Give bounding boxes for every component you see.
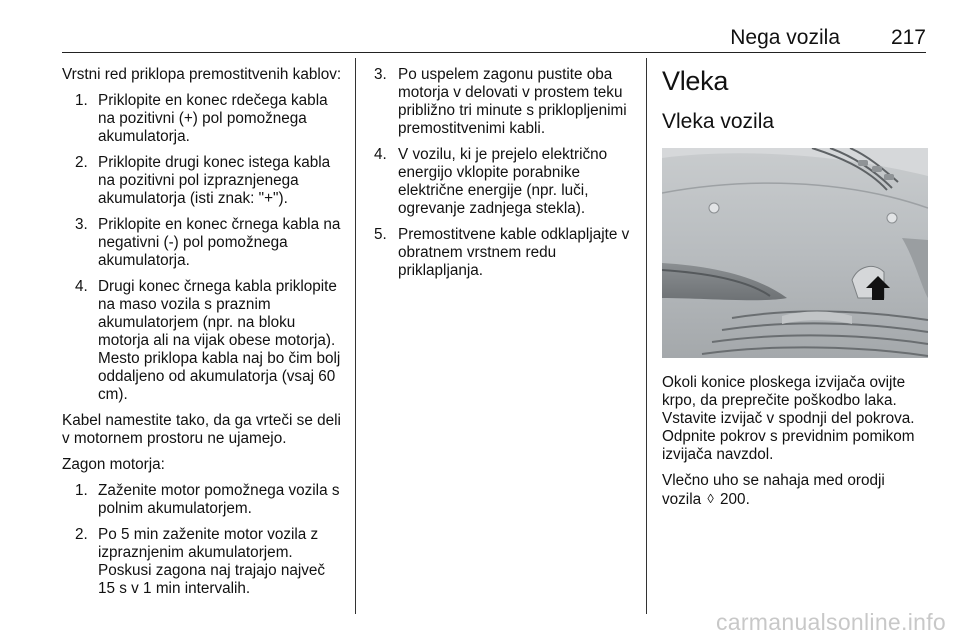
column-right — [662, 66, 928, 517]
page-reference[interactable]: 200. — [720, 491, 750, 508]
list-item — [374, 66, 636, 138]
list-item — [62, 154, 346, 208]
step-number: 4. — [75, 278, 88, 295]
connection-steps — [62, 92, 346, 404]
step-text: Drugi konec črnega kabla priklopite na maso vozila s praznim akumulatorjem (npr. na bloku motorja ali na vijak obese motorja). Mesto priklopa kabla naj bo čim bolj oddaljeno od akumulatorja (vsaj 60 cm). — [98, 278, 341, 403]
subsection-heading: Vleka vozila — [662, 110, 775, 133]
step-text: Priklopite drugi konec istega kabla na pozitivni pol izpraznjenega akumulatorja (isti znak: "+"). — [98, 154, 331, 207]
header-rule — [62, 52, 926, 53]
step-number: 1. — [75, 92, 88, 109]
step-text: Priklopite en konec črnega kabla na negativni (-) pol pomožnega akumulatorja. — [98, 216, 341, 269]
step-text: Premostitvene kable odklapljajte v obratnem vrstnem redu priklapljanja. — [398, 226, 630, 279]
list-item — [62, 92, 346, 146]
step-text: Priklopite en konec rdečega kabla na pozitivni (+) pol pomožnega akumulatorja. — [98, 92, 328, 145]
step-text: Zaženite motor pomožnega vozila s polnim akumulatorjem. — [98, 482, 340, 517]
list-item — [62, 482, 346, 518]
start-steps-continued — [374, 66, 636, 280]
list-item — [62, 278, 346, 404]
step-text: V vozilu, ki je prejelo električno energijo vklopite porabnike električne energije (npr. luči, ogrevanje zadnjega stekla). — [398, 146, 608, 217]
start-intro: Zagon motorja: — [62, 456, 165, 473]
section-title: Nega vozila — [730, 26, 840, 49]
tow-eye-text: Vlečno uho se nahaja med orodji vozila — [662, 472, 885, 508]
instruction-paragraph: Okoli konice ploskega izvijača ovijte krpo, da preprečite poškodbo laka. Vstavite izvijač v spodnji del pokrova. Odpnite pokrov s previdnim pomikom izvijača navzdol. — [662, 374, 915, 463]
step-text: Po 5 min zaženite motor vozila z izpraznjenim akumulatorjem. Poskusi zagona naj trajajo največ 15 s v 1 min intervalih. — [98, 526, 326, 597]
step-number: 3. — [75, 216, 88, 233]
step-text: Po uspelem zagonu pustite oba motorja v delovati v prostem teku približno tri minute s priklopljenimi premostitvenimi kabli. — [398, 66, 627, 137]
page-number: 217 — [890, 26, 926, 49]
bumper-cover-photo — [662, 148, 928, 358]
column-divider — [646, 58, 647, 614]
step-number: 1. — [75, 482, 88, 499]
watermark: carmanualsonline.info — [715, 609, 946, 635]
page-header — [62, 22, 926, 52]
step-number: 2. — [75, 526, 88, 543]
column-divider — [355, 58, 356, 614]
step-number: 3. — [374, 66, 387, 83]
start-steps — [62, 482, 346, 598]
reference-arrow-icon: ◊ — [707, 491, 714, 506]
cable-paragraph: Kabel namestite tako, da ga vrteči se deli v motornem prostoru ne ujamejo. — [62, 412, 341, 447]
column-middle — [374, 66, 636, 288]
list-item — [62, 526, 346, 598]
step-number: 4. — [374, 146, 387, 163]
list-item — [62, 216, 346, 270]
tow-eye-paragraph — [662, 472, 928, 509]
section-heading: Vleka — [662, 66, 729, 96]
step-number: 5. — [374, 226, 387, 243]
list-item — [374, 146, 636, 218]
intro-paragraph: Vrstni red priklopa premostitvenih kablov: — [62, 66, 342, 83]
column-left — [62, 66, 346, 606]
list-item — [374, 226, 636, 280]
step-number: 2. — [75, 154, 88, 171]
